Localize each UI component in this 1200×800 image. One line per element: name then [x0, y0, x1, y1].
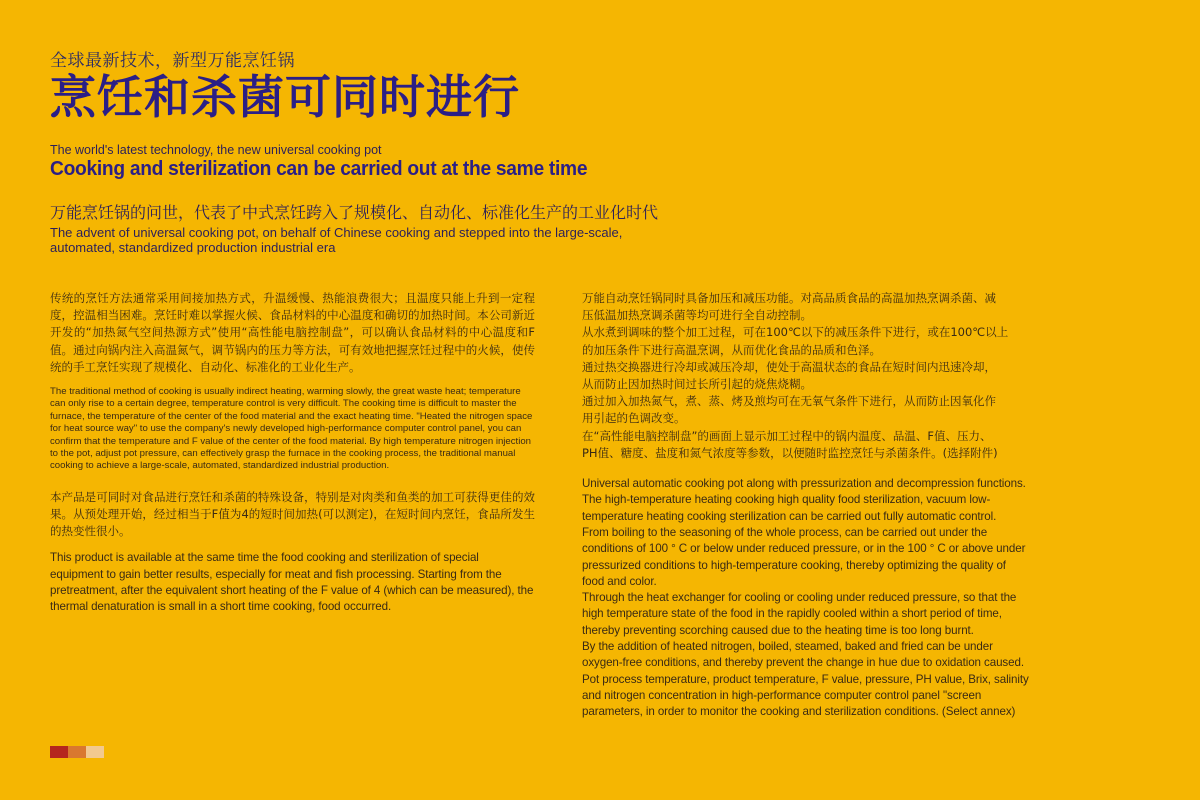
left-column	[50, 290, 535, 616]
text-line: 从水煮到调味的整个加工过程，可在100℃以下的减压条件下进行，或在100℃以上	[582, 325, 1009, 340]
left-paragraph-2-english: This product is available at the same time the food cooking and sterilization of special equipment to gain better results, especially for meat and fish processing. Starting from the pretreatment, after the equivalent short heating of the F value of 4 (which can be measured), the thermal denaturation is small in a short time cooking, food occurred.	[50, 551, 534, 614]
text-line: and nitrogen concentration in high-performance computer control panel "screen	[582, 688, 982, 702]
swatch-orange	[68, 746, 86, 758]
text-line: 在“高性能电脑控制盘”的画面上显示加工过程中的锅内温度、品温、F值、压力、	[582, 428, 992, 443]
text-line: 通过热交换器进行冷却或减压冷却，使处于高温状态的食品在短时间内迅速冷却，	[582, 359, 996, 374]
left-paragraph-1-english: The traditional method of cooking is usually indirect heating, warming slowly, the great waste heat; temperature can only rise to a certain degree, temperature control is very difficult. The cooking time is difficult to master the furnace, the temperature of the center of the food material and the exact heating time. "Heated the nitrogen space for heat source way" to use the company's newly developed high-performance computer control panel, you can confirm that the temperature and F value of the center of the food material. By high temperature nitrogen injection to the pot, adjust pot pressure, can effectively grasp the furnace in the cooking process, the traditional manual cooking to achieve a large-scale, automated, standardized industrial production.	[50, 386, 533, 472]
kicker-chinese: 全球最新技术，新型万能烹饪锅	[50, 51, 295, 71]
text-line: Through the heat exchanger for cooling or cooling under reduced pressure, so that the	[582, 591, 1017, 605]
right-paragraph-english	[582, 476, 1092, 720]
text-line: 万能自动烹饪锅同时具备加压和减压功能。对高品质食品的高温加热烹调杀菌、减	[582, 291, 996, 305]
text-line: high temperature state of the food in the rapidly cooled within a short period of time,	[582, 607, 1002, 621]
text-line: 用引起的色调改变。	[582, 411, 686, 426]
text-line: 压低温加热烹调杀菌等均可进行全自动控制。	[582, 308, 812, 323]
subtitle-chinese: 万能烹饪锅的问世，代表了中式烹饪跨入了规模化、自动化、标准化生产的工业化时代	[50, 203, 659, 222]
right-column	[582, 290, 1092, 720]
swatch-red	[50, 746, 68, 758]
text-line: oxygen-free conditions, and thereby prevent the change in hue due to oxidation caused.	[582, 656, 1024, 670]
text-line: 的加压条件下进行高温烹调，从而优化食品的品质和色泽。	[582, 342, 881, 357]
text-line: 通过加入加热氮气，煮、蒸、烤及煎均可在无氧气条件下进行，从而防止因氧化作	[582, 394, 996, 409]
text-line: Pot process temperature, product temperature, F value, pressure, PH value, Brix, salinity	[582, 672, 1029, 686]
swatch-peach	[86, 746, 104, 758]
text-line: temperature heating cooking sterilization can be carried out fully automatic control.	[582, 509, 997, 523]
text-line: 从而防止因加热时间过长所引起的烧焦烧糊。	[582, 377, 812, 392]
kicker-english: The world's latest technology, the new universal cooking pot	[50, 143, 382, 157]
left-paragraph-2-chinese: 本产品是可同时对食品进行烹饪和杀菌的特殊设备，特别是对肉类和鱼类的加工可获得更佳的效果。从预处理开始，经过相当于F值为4的短时间加热(可以测定)，在短时间内烹饪，食品所发生的热变性很小。	[50, 489, 535, 539]
left-paragraph-1-chinese: 传统的烹饪方法通常采用间接加热方式，升温缓慢、热能浪费很大；且温度只能上升到一定程度，控温相当困难。烹饪时难以掌握火候、食品材料的中心温度和确切的加热时间。本公司新近开发的“加热氮气空间热源方式”使用“高性能电脑控制盘”，可以确认食品材料的中心温度和F值。通过向锅内注入高温氮气，调节锅内的压力等方法，可有效地把握烹饪过程中的火候，使传统的手工烹饪实现了规模化、自动化、标准化的工业化生产。	[50, 291, 535, 374]
text-line: Universal automatic cooking pot along with pressurization and decompression functions.	[582, 477, 1026, 491]
text-line: By the addition of heated nitrogen, boiled, steamed, baked and fried can be under	[582, 640, 993, 653]
text-line: The high-temperature heating cooking high quality food sterilization, vacuum low-	[582, 493, 991, 507]
text-line: thereby preventing scorching caused due to the heating time is too long burnt.	[582, 623, 974, 637]
color-swatches	[50, 746, 104, 758]
text-line: parameters, in order to monitor the cooking and sterilization conditions. (Select annex)	[582, 705, 1016, 719]
subtitle-english: The advent of universal cooking pot, on behalf of Chinese cooking and stepped into the large-scale, automated, standardized production industrial era	[50, 225, 623, 255]
page-title-chinese: 烹饪和杀菌可同时进行	[50, 70, 520, 124]
page-title-english: Cooking and sterilization can be carried out at the same time	[50, 158, 588, 180]
text-line: From boiling to the seasoning of the whole process, can be carried out under the	[582, 525, 988, 539]
text-line: pressurized conditions to high-temperature cooking, thereby optimizing the quality of	[582, 558, 1006, 572]
text-line: food and color.	[582, 574, 657, 588]
right-paragraph-chinese	[582, 290, 1092, 462]
text-line: conditions of 100 ° C or below under reduced pressure, or in the 100 ° C or above under	[582, 542, 1026, 556]
text-line: PH值、糖度、盐度和氮气浓度等参数，以便随时监控烹饪与杀菌条件。(选择附件)	[582, 445, 998, 460]
